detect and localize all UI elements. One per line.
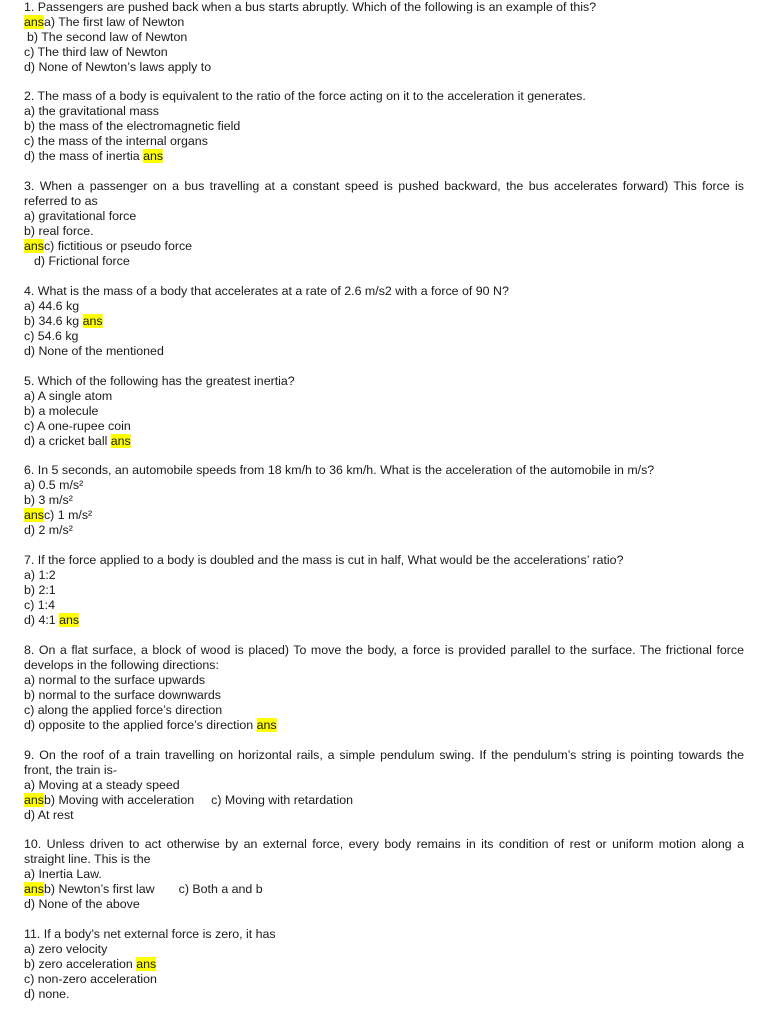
option-d: d) At rest — [24, 808, 74, 823]
question-8 — [24, 643, 744, 734]
option-a: a) normal to the surface upwards — [24, 673, 206, 688]
option-c: c) Both a and b — [178, 882, 263, 897]
answer-marker: ans — [110, 434, 131, 449]
question-stem: 3. When a passenger on a bus travelling at a constant speed is pushed backward, the bus accelerates forward) This force is referred to as — [24, 179, 744, 209]
answer-marker: ans — [136, 957, 157, 972]
question-6 — [24, 463, 744, 538]
option-d: d) 4:1 ans — [24, 613, 80, 628]
question-11 — [24, 927, 744, 1002]
question-stem: 11. If a body’s net external force is zero, it has — [24, 927, 276, 941]
option-a: a) Inertia Law. — [24, 867, 102, 882]
option-d: d) the mass of inertia ans — [24, 149, 164, 164]
option-d: d) Frictional force — [34, 254, 130, 269]
answer-marker: ans — [24, 793, 44, 808]
option-b: b) zero acceleration ans — [24, 957, 157, 972]
option-d: d) none. — [24, 987, 70, 1002]
option-b: b) 2:1 — [24, 583, 56, 598]
option-c: c) A one-rupee coin — [24, 419, 131, 434]
option-a: a) gravitational force — [24, 209, 137, 224]
question-10 — [24, 837, 744, 912]
option-c: c) The third law of Newton — [24, 45, 168, 60]
option-b: b) 34.6 kg ans — [24, 314, 103, 329]
question-4 — [24, 284, 744, 359]
option-a: a) 1:2 — [24, 568, 56, 583]
option-a: a) 0.5 m/s² — [24, 478, 84, 493]
answer-marker: ans — [24, 508, 44, 523]
option-b: b) The second law of Newton — [27, 30, 188, 45]
option-a: ansa) The first law of Newton — [24, 15, 185, 30]
option-c: c) Moving with retardation — [211, 793, 353, 808]
option-b: b) real force. — [24, 224, 94, 239]
option-d: d) None of the above — [24, 897, 140, 912]
option-d: d) a cricket ball ans — [24, 434, 131, 449]
question-stem: 1. Passengers are pushed back when a bus starts abruptly. Which of the following is an example of this? — [24, 0, 597, 14]
option-b: b) 3 m/s² — [24, 493, 73, 508]
option-c: c) 1:4 — [24, 598, 55, 613]
answer-marker: ans — [24, 15, 44, 30]
question-5 — [24, 374, 744, 449]
question-stem: 4. What is the mass of a body that accelerates at a rate of 2.6 m/s2 with a force of 90 N? — [24, 284, 509, 298]
answer-marker: ans — [24, 239, 44, 254]
option-b-c-row — [24, 793, 744, 808]
question-1 — [24, 0, 744, 75]
answer-marker: ans — [256, 718, 277, 733]
option-a: a) A single atom — [24, 389, 113, 404]
question-7 — [24, 553, 744, 628]
question-stem: 8. On a flat surface, a block of wood is placed) To move the body, a force is provided parallel to the surface. The frictional force develops in the following directions: — [24, 643, 744, 673]
answer-marker: ans — [59, 613, 80, 628]
option-a: a) the gravitational mass — [24, 104, 159, 119]
answer-marker: ans — [24, 882, 44, 897]
question-3 — [24, 179, 744, 270]
option-a: a) 44.6 kg — [24, 299, 80, 314]
question-stem: 7. If the force applied to a body is doubled and the mass is cut in half, What would be the accelerations’ ratio? — [24, 553, 624, 567]
option-c: ansc) fictitious or pseudo force — [24, 239, 193, 254]
option-d: d) 2 m/s² — [24, 523, 73, 538]
option-b: b) normal to the surface downwards — [24, 688, 221, 703]
option-b: b) a molecule — [24, 404, 99, 419]
option-b: b) Newton’s first law — [43, 882, 155, 897]
question-stem: 10. Unless driven to act otherwise by an external force, every body remains in its condition of rest or uniform motion along a straight line. This is the — [24, 837, 744, 867]
question-stem: 9. On the roof of a train travelling on horizontal rails, a simple pendulum swing. If the pendulum’s string is pointing towards the front, the train is- — [24, 748, 744, 778]
option-a: a) Moving at a steady speed — [24, 778, 180, 793]
question-stem: 5. Which of the following has the greatest inertia? — [24, 374, 295, 388]
option-c: c) 54.6 kg — [24, 329, 79, 344]
question-2 — [24, 89, 744, 164]
option-d: d) None of the mentioned — [24, 344, 164, 359]
question-stem: 6. In 5 seconds, an automobile speeds from 18 km/h to 36 km/h. What is the acceleration of the automobile in m/s? — [24, 463, 655, 477]
option-b: b) Moving with acceleration — [43, 793, 195, 808]
answer-marker: ans — [82, 314, 103, 329]
option-d: d) opposite to the applied force’s direction ans — [24, 718, 277, 733]
option-d: d) None of Newton’s laws apply to — [24, 60, 212, 75]
answer-marker: ans — [143, 149, 164, 164]
option-a: a) zero velocity — [24, 942, 108, 957]
option-c: c) along the applied force’s direction — [24, 703, 223, 718]
question-9 — [24, 748, 744, 823]
option-b: b) the mass of the electromagnetic field — [24, 119, 241, 134]
question-stem: 2. The mass of a body is equivalent to the ratio of the force acting on it to the acceleration it generates. — [24, 89, 586, 103]
option-c: c) non-zero acceleration — [24, 972, 157, 987]
option-c: ansc) 1 m/s² — [24, 508, 93, 523]
option-b-c-row — [24, 882, 744, 897]
option-c: c) the mass of the internal organs — [24, 134, 208, 149]
